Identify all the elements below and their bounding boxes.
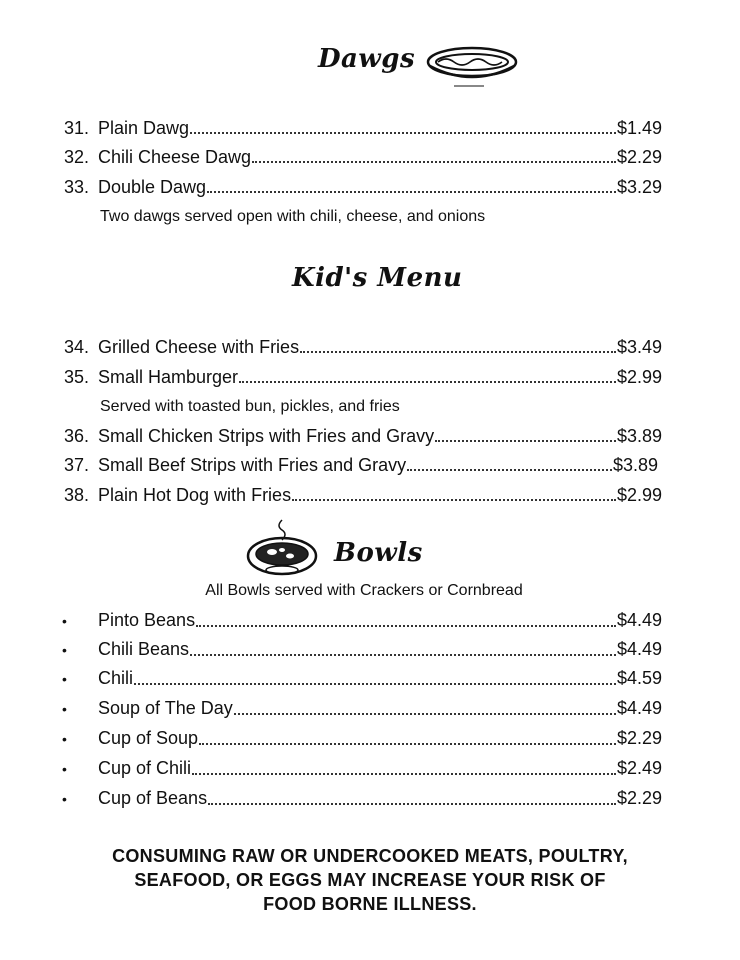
item-number: 35. (64, 367, 90, 387)
dot-leader (190, 132, 616, 134)
item-price: $2.29 (616, 147, 662, 167)
dot-leader (196, 625, 616, 627)
item-price: $4.49 (616, 698, 662, 718)
menu-item (64, 366, 662, 388)
item-name: Soup of The Day (98, 698, 233, 718)
item-name: Chili (98, 668, 134, 688)
item-number: 33. (64, 177, 90, 197)
menu-item (62, 667, 662, 690)
item-name: Cup of Chili (98, 758, 192, 778)
item-price: $4.49 (616, 610, 662, 630)
item-number: 38. (64, 485, 90, 505)
menu-item (64, 425, 662, 447)
item-name: Plain Dawg (98, 118, 190, 138)
section-title-kids-menu: Kid's Menu (292, 263, 463, 293)
item-name: Small Hamburger (98, 367, 239, 387)
item-number: 36. (64, 426, 90, 446)
item-price: $3.89 (616, 426, 662, 446)
warning-line: FOOD BORNE ILLNESS. (263, 894, 477, 914)
menu-item (64, 484, 662, 506)
item-number: 31. (64, 118, 90, 138)
menu-item (62, 609, 662, 632)
item-name: Chili Beans (98, 639, 190, 659)
item-price: $4.59 (616, 668, 662, 688)
item-price: $2.29 (616, 788, 662, 808)
bullet: • (62, 613, 67, 629)
dot-leader (134, 683, 616, 685)
item-name: Plain Hot Dog with Fries (98, 485, 292, 505)
menu-item (62, 757, 662, 780)
menu-item (64, 146, 662, 168)
menu-item (64, 117, 662, 139)
item-number: 34. (64, 337, 90, 357)
item-price: $2.49 (616, 758, 662, 778)
dot-leader (252, 161, 616, 163)
menu-item (62, 638, 662, 661)
item-name: Chili Cheese Dawg (98, 147, 252, 167)
item-price: $3.89 (612, 455, 658, 475)
dot-leader (207, 191, 616, 193)
section-title-dawgs: Dawgs (318, 44, 416, 74)
dot-leader (208, 803, 616, 805)
dot-leader (435, 440, 616, 442)
bullet: • (62, 731, 67, 747)
item-price: $2.29 (616, 728, 662, 748)
bullet: • (62, 642, 67, 658)
item-price: $2.99 (616, 367, 662, 387)
bullet: • (62, 671, 67, 687)
item-name: Cup of Beans (98, 788, 208, 808)
item-price: $1.49 (616, 118, 662, 138)
item-name: Cup of Soup (98, 728, 199, 748)
item-price: $4.49 (616, 639, 662, 659)
bullet: • (62, 791, 67, 807)
warning-line: CONSUMING RAW OR UNDERCOOKED MEATS, POULTRY, (112, 846, 628, 866)
menu-item (64, 454, 658, 476)
dot-leader (190, 654, 616, 656)
item-name: Grilled Cheese with Fries (98, 337, 300, 357)
item-price: $3.29 (616, 177, 662, 197)
menu-item (62, 727, 662, 750)
dot-leader (234, 713, 616, 715)
bullet: • (62, 761, 67, 777)
menu-item (62, 697, 662, 720)
section-title-bowls: Bowls (334, 538, 423, 568)
dot-leader (192, 773, 616, 775)
dot-leader (292, 499, 616, 501)
dot-leader (239, 381, 616, 383)
item-number: 37. (64, 455, 90, 475)
item-name: Small Beef Strips with Fries and Gravy (98, 455, 407, 475)
item-note: Served with toasted bun, pickles, and fries (100, 398, 400, 415)
food-safety-warning (60, 844, 680, 916)
hot-dog-icon (424, 40, 520, 90)
dot-leader (199, 743, 616, 745)
item-price: $3.49 (616, 337, 662, 357)
bullet: • (62, 701, 67, 717)
menu-item (64, 336, 662, 358)
bowl-icon (242, 516, 322, 580)
item-note: Two dawgs served open with chili, cheese, and onions (100, 208, 486, 225)
item-name: Double Dawg (98, 177, 207, 197)
dot-leader (300, 351, 616, 353)
section-subtitle: All Bowls served with Crackers or Cornbread (205, 582, 523, 599)
item-number: 32. (64, 147, 90, 167)
warning-line: SEAFOOD, OR EGGS MAY INCREASE YOUR RISK OF (134, 870, 606, 890)
menu-item (64, 176, 662, 198)
dot-leader (407, 469, 612, 471)
item-price: $2.99 (616, 485, 662, 505)
item-name: Pinto Beans (98, 610, 196, 630)
menu-item (62, 787, 662, 810)
item-name: Small Chicken Strips with Fries and Gravy (98, 426, 435, 446)
